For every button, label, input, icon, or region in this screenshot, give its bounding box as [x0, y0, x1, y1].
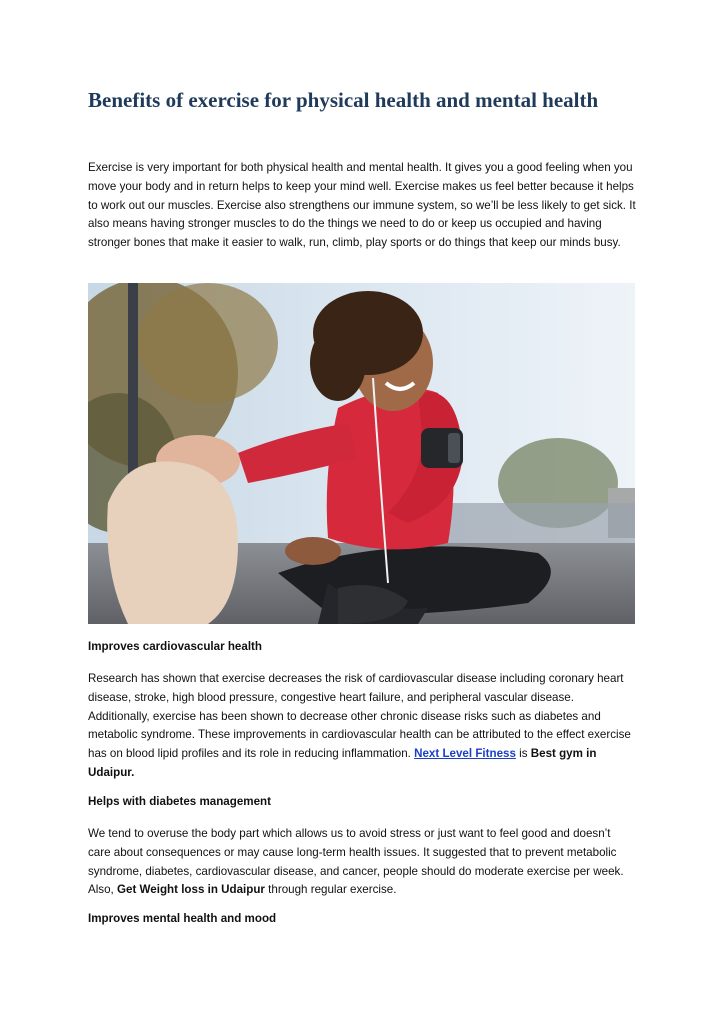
section-paragraph-cardiovascular	[88, 670, 636, 783]
paragraph-text: Research has shown that exercise decreases the risk of cardiovascular disease including coronary heart disease, stroke, high blood pressure, congestive heart failure, and peripheral vascular disease. Additionally, exercise has been shown to decrease other chronic disease risks such as diabetes and metabolic syndrome. These improvements in cardiovascular health can be attributed to the effect exercise has on blood lipid profiles and its role in reducing inflammation.	[88, 672, 631, 761]
bold-text: Get Weight loss in Udaipur	[117, 883, 265, 897]
section-paragraph-diabetes	[88, 825, 636, 900]
section-heading-mental-health: Improves mental health and mood	[88, 912, 277, 925]
next-level-fitness-link[interactable]: Next Level Fitness	[414, 747, 516, 761]
intro-paragraph: Exercise is very important for both physical health and mental health. It gives you a good feeling when you move your body and in return helps to keep your mind well. Exercise makes us feel better because it helps to work out our muscles. Exercise also strengthens our immune system, so we’ll be less likely to get sick. It also means having stronger muscles to do the things we need to do or keep us occupied and having stronger bones that make it easier to walk, run, climb, play sports or do things that keep our minds busy.	[88, 161, 636, 250]
paragraph-text: We tend to overuse the body part which allows us to avoid stress or just want to feel good and doesn’t care about consequences or may cause long-term health issues. It suggested that to prevent metabolic syndrome, diabetes, cardiovascular disease, and cancer, people should do moderate exercise per week. Also,	[88, 827, 624, 897]
document-title: Benefits of exercise for physical health and mental health	[88, 88, 599, 112]
woman-stretching-photo	[88, 283, 635, 624]
section-heading-cardiovascular: Improves cardiovascular health	[88, 640, 262, 653]
paragraph-text: is	[515, 747, 531, 761]
bold-text: Best gym in Udaipur.	[88, 747, 597, 779]
section-heading-diabetes: Helps with diabetes management	[88, 795, 271, 808]
paragraph-text: through regular exercise.	[264, 883, 397, 897]
